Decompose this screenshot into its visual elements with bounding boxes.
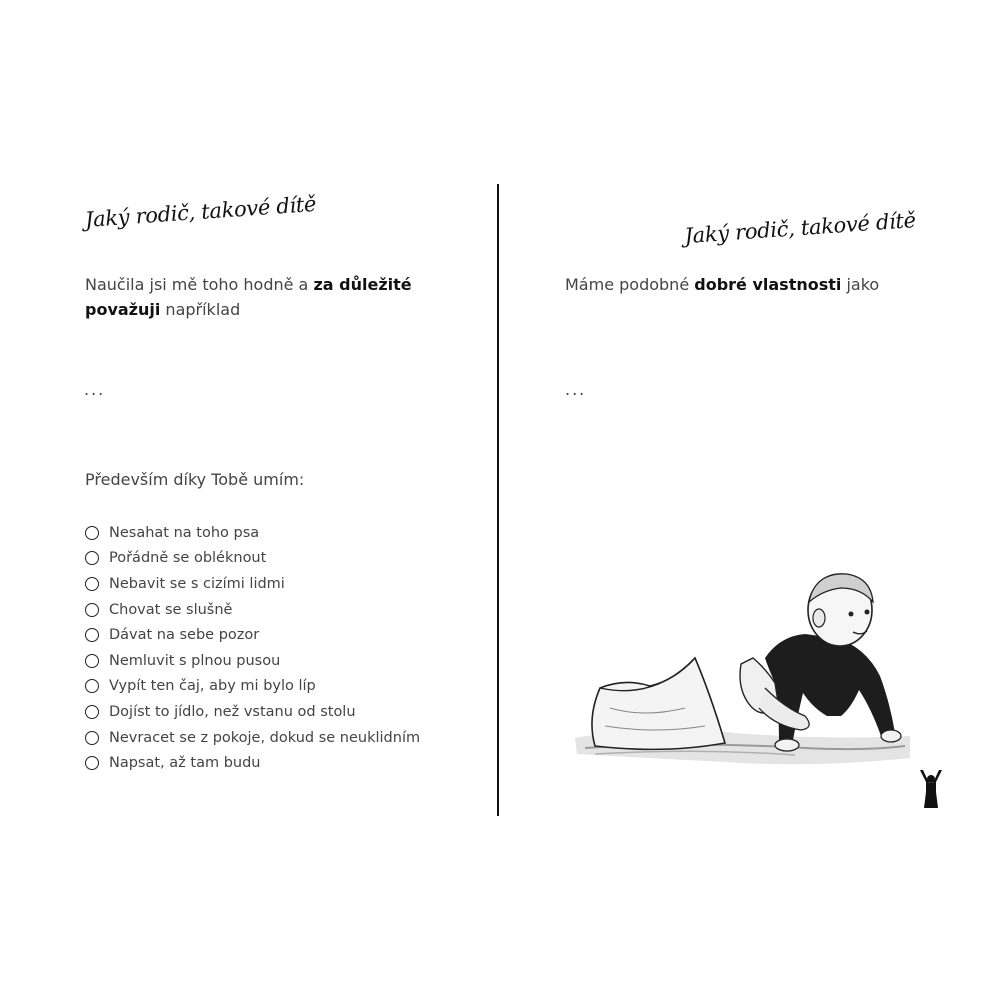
checklist-item bbox=[85, 699, 420, 725]
prompt-text-end: jako bbox=[841, 275, 880, 294]
checkbox-circle[interactable] bbox=[85, 577, 99, 591]
left-page-ellipsis: ... bbox=[84, 380, 106, 399]
prompt-text: Máme podobné bbox=[565, 275, 695, 294]
right-page-ellipsis: ... bbox=[565, 380, 587, 399]
checkbox-circle[interactable] bbox=[85, 731, 99, 745]
prompt-text-end: například bbox=[160, 300, 241, 319]
right-page bbox=[501, 0, 1000, 1000]
page-divider bbox=[497, 184, 499, 816]
checkbox-circle[interactable] bbox=[85, 526, 99, 540]
checklist bbox=[85, 520, 420, 776]
checklist-item-label: Nemluvit s plnou pusou bbox=[109, 652, 281, 669]
crawling-toddler-illustration bbox=[565, 558, 915, 773]
checkbox-circle[interactable] bbox=[85, 705, 99, 719]
prompt-text: Naučila jsi mě toho hodně a bbox=[85, 275, 314, 294]
checklist-item-label: Nevracet se z pokoje, dokud se neuklidním bbox=[109, 729, 421, 746]
checklist-item bbox=[85, 674, 420, 700]
checklist-item bbox=[85, 546, 420, 572]
checklist-item-label: Nebavit se s cizími lidmi bbox=[109, 575, 285, 592]
right-page-heading: Jaký rodič, takové dítě bbox=[684, 208, 917, 249]
right-page-prompt bbox=[565, 272, 925, 297]
prompt-emphasis: dobré vlastnosti bbox=[694, 275, 842, 294]
checklist-item bbox=[85, 571, 420, 597]
checklist-item bbox=[85, 750, 420, 776]
checkbox-circle[interactable] bbox=[85, 756, 99, 770]
checklist-item bbox=[85, 520, 420, 546]
checkbox-circle[interactable] bbox=[85, 628, 99, 642]
checklist-item-label: Dojíst to jídlo, než vstanu od stolu bbox=[109, 703, 356, 720]
checklist-item-label: Nesahat na toho psa bbox=[109, 524, 260, 541]
checkbox-circle[interactable] bbox=[85, 603, 99, 617]
checklist-item bbox=[85, 597, 420, 623]
left-page-prompt bbox=[85, 272, 445, 322]
checklist-item bbox=[85, 648, 420, 674]
checklist-item-label: Napsat, až tam budu bbox=[109, 755, 261, 772]
checkbox-circle[interactable] bbox=[85, 679, 99, 693]
left-page-heading: Jaký rodič, takové dítě bbox=[84, 191, 317, 232]
checklist-item-label: Chovat se slušně bbox=[109, 601, 233, 618]
checkbox-circle[interactable] bbox=[85, 654, 99, 668]
checklist-item bbox=[85, 622, 420, 648]
checklist-item bbox=[85, 725, 420, 751]
checklist-item-label: Pořádně se obléknout bbox=[109, 550, 267, 567]
left-page bbox=[0, 0, 497, 1000]
prompt-emphasis: za důležité považuji bbox=[85, 275, 412, 319]
person-raising-arms-logo-icon bbox=[918, 770, 944, 808]
checkbox-circle[interactable] bbox=[85, 551, 99, 565]
checklist-item-label: Dávat na sebe pozor bbox=[109, 627, 260, 644]
checklist-item-label: Vypít ten čaj, aby mi bylo líp bbox=[109, 678, 316, 695]
checklist-heading: Především díky Tobě umím: bbox=[85, 470, 305, 489]
